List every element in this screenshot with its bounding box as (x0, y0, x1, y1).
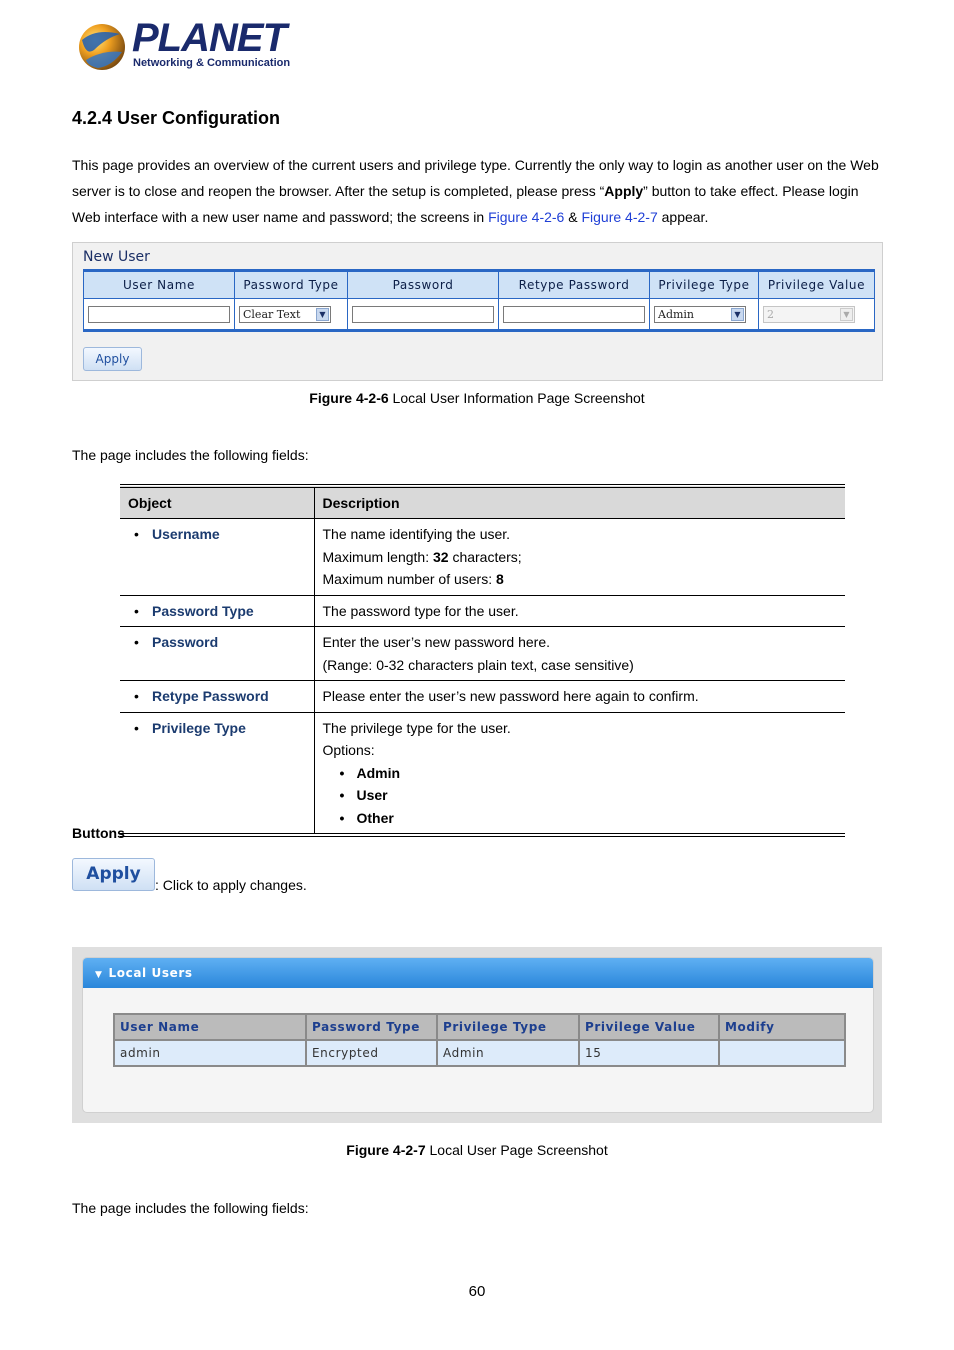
desc-line: Enter the user’s new password here. (322, 634, 550, 650)
globe-logo-icon (76, 20, 130, 74)
table-row: • Password Type The password type for the user. (120, 595, 845, 627)
privilege-value-select[interactable]: 2 ▼ (763, 306, 855, 323)
page-number: 60 (468, 1283, 486, 1300)
table-row (114, 1040, 845, 1066)
apply-button-description: : Click to apply changes. (155, 877, 307, 893)
object-retype-password: Retype Password (152, 688, 269, 704)
privilege-options-list (323, 762, 838, 830)
object-username: Username (152, 526, 220, 542)
col-privilege-type: Privilege Type (650, 271, 759, 299)
new-user-table (83, 269, 875, 332)
cell-password-type: Encrypted (306, 1040, 437, 1066)
intro-text-3: appear. (657, 209, 709, 225)
object-password: Password (152, 634, 219, 650)
privilege-type-select[interactable]: Admin ▼ (654, 306, 746, 323)
planet-logo (76, 16, 291, 74)
cell-modify[interactable] (719, 1040, 845, 1066)
buttons-heading: Buttons (72, 825, 125, 841)
col-retype-password: Retype Password (499, 271, 650, 299)
col-privilege-value: Privilege Value (759, 271, 875, 299)
caret-down-icon: ▼ (95, 970, 103, 980)
fields-intro-1: The page includes the following fields: (72, 447, 309, 463)
figure-4-2-6-caption: Figure 4-2-6 Local User Information Page Screenshot (309, 390, 645, 406)
figure-4-2-7-link[interactable]: Figure 4-2-7 (581, 209, 658, 225)
desc-line: The privilege type for the user. (322, 719, 511, 736)
section-title: 4.2.4 User Configuration (72, 108, 281, 128)
password-type-select[interactable]: Clear Text ▼ (239, 306, 331, 323)
table-row: • Privilege Type The privilege type for the user. Options: • Admin • User • Other (120, 712, 845, 835)
intro-amp: & (564, 209, 582, 225)
chevron-down-icon: ▼ (731, 308, 744, 321)
desc-line: The name identifying the user. (322, 526, 511, 542)
col-modify: Modify (719, 1014, 845, 1040)
list-item: • Admin (357, 762, 838, 785)
desc-line: The password type for the user. (322, 602, 519, 619)
local-users-screenshot (72, 947, 882, 1123)
password-input[interactable] (352, 306, 494, 323)
table-row: • Username The name identifying the user. Maximum length: 32 characters; Maximum number of users: 8 (120, 519, 845, 596)
col-password-type: Password Type (306, 1014, 437, 1040)
chevron-down-icon: ▼ (840, 308, 853, 321)
local-users-panel (82, 957, 874, 1113)
fields-intro-2: The page includes the following fields: (72, 1200, 309, 1216)
retype-password-input[interactable] (503, 306, 645, 323)
intro-apply-word: Apply (604, 183, 644, 199)
local-users-table (113, 1013, 846, 1067)
list-item: • Other (357, 807, 838, 830)
desc-line: Maximum length: 32 characters; (322, 548, 522, 565)
cell-privilege-value: 15 (579, 1040, 719, 1066)
intro-text-2: ” button to take effect. Please login Web interface with a new user name and password; the screens in (72, 183, 859, 225)
col-privilege-type: Privilege Type (437, 1014, 579, 1040)
figure-4-2-7-caption: Figure 4-2-7 Local User Page Screenshot (346, 1142, 608, 1158)
table-row: • Retype Password Please enter the user’s new password here again to confirm. (120, 681, 845, 713)
desc-line: Options: (322, 742, 375, 758)
figure-4-2-6-link[interactable]: Figure 4-2-6 (488, 209, 565, 225)
col-privilege-value: Privilege Value (579, 1014, 719, 1040)
logo-name: PLANET (132, 16, 286, 60)
chevron-down-icon: ▼ (316, 308, 329, 321)
col-object: Object (120, 486, 314, 519)
col-user-name: User Name (114, 1014, 306, 1040)
desc-line: Please enter the user’s new password here again to confirm. (322, 688, 699, 704)
desc-line: Maximum number of users: 8 (322, 571, 504, 587)
object-password-type: Password Type (152, 602, 254, 619)
object-privilege-type: Privilege Type (152, 719, 246, 736)
list-item: • User (357, 784, 838, 807)
new-user-apply-button[interactable]: Apply (83, 347, 142, 371)
col-user-name: User Name (84, 271, 235, 299)
logo-tagline: Networking & Communication (133, 57, 291, 69)
intro-text-1: This page provides an overview of the current users and privilege type. Currently the only way to login as another user on the Web server is to close and reopen the browser. After the setup is completed, please press “ (72, 157, 879, 199)
object-description-table (120, 484, 845, 837)
col-password-type: Password Type (235, 271, 348, 299)
cell-privilege-type: Admin (437, 1040, 579, 1066)
table-row: • Password Enter the user’s new password here. (Range: 0-32 characters plain text, case sensitive) (120, 627, 845, 681)
new-user-screenshot (72, 242, 883, 381)
user-name-input[interactable] (88, 306, 230, 323)
apply-button[interactable]: Apply (72, 858, 155, 891)
cell-user-name[interactable]: admin (114, 1040, 306, 1066)
desc-line: (Range: 0-32 characters plain text, case sensitive) (322, 656, 634, 673)
local-users-header[interactable] (83, 958, 873, 988)
intro-paragraph (72, 152, 887, 230)
new-user-title: New User (83, 249, 150, 265)
col-description: Description (314, 486, 845, 519)
local-users-title: Local Users (108, 966, 193, 980)
col-password: Password (348, 271, 499, 299)
